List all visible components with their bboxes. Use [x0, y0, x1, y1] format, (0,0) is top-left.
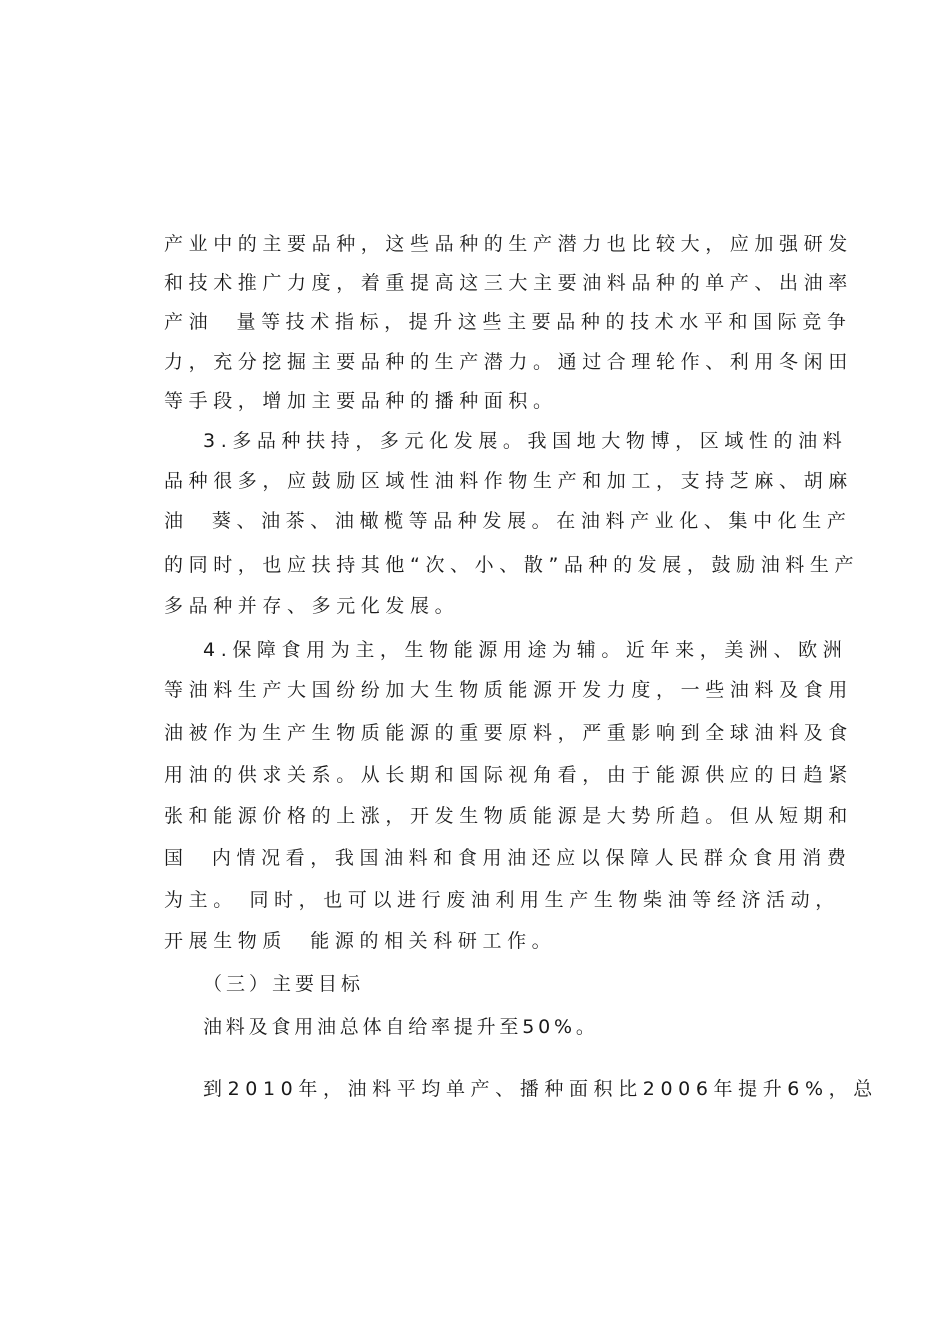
paragraph-line: 多品种并存、多元化发展。: [164, 595, 460, 617]
paragraph-line: 开展生物质 能源的相关科研工作。: [164, 930, 557, 952]
paragraph-line: 产油 量等技术指标，提升这些主要品种的技术水平和国际竞争: [164, 311, 852, 333]
paragraph-line: 产业中的主要品种，这些品种的生产潜力也比较大，应加强研发: [164, 233, 853, 255]
paragraph-line: 等手段，增加主要品种的播种面积。: [164, 390, 558, 412]
paragraph-line: 油 葵、油茶、油橄榄等品种发展。在油料产业化、集中化生产: [164, 510, 852, 532]
paragraph-line: 油被作为生产生物质能源的重要原料，严重影响到全球油料及食: [164, 722, 853, 744]
paragraph-line: 为主。 同时，也可以进行废油利用生产生物柴油等经济活动，: [164, 889, 840, 911]
paragraph-line: 和技术推广力度，着重提高这三大主要油料品种的单产、出油率: [164, 272, 853, 294]
paragraph-line: 张和能源价格的上涨，开发生物质能源是大势所趋。但从短期和: [164, 805, 853, 827]
paragraph-line: 的同时，也应扶持其他“次、小、散”品种的发展，鼓励油料生产: [164, 554, 860, 576]
section-heading: （三）主要目标: [203, 973, 365, 995]
paragraph-line: 油料及食用油总体自给率提升至50%。: [203, 1016, 599, 1038]
paragraph-line: 到2010年，油料平均单产、播种面积比2006年提升6%，总: [203, 1078, 878, 1100]
paragraph-line: 力，充分挖掘主要品种的生产潜力。通过合理轮作、利用冬闲田: [164, 351, 853, 373]
paragraph-line: 国 内情况看，我国油料和食用油还应以保障人民群众食用消费: [164, 847, 852, 869]
paragraph-line: 3.多品种扶持，多元化发展。我国地大物博，区域性的油料: [203, 430, 848, 452]
paragraph-line: 品种很多，应鼓励区域性油料作物生产和加工，支持芝麻、胡麻: [164, 470, 853, 492]
paragraph-line: 4.保障食用为主，生物能源用途为辅。近年来，美洲、欧洲: [203, 639, 848, 661]
paragraph-line: 用油的供求关系。从长期和国际视角看，由于能源供应的日趋紧: [164, 764, 853, 786]
paragraph-line: 等油料生产大国纷纷加大生物质能源开发力度，一些油料及食用: [164, 679, 853, 701]
